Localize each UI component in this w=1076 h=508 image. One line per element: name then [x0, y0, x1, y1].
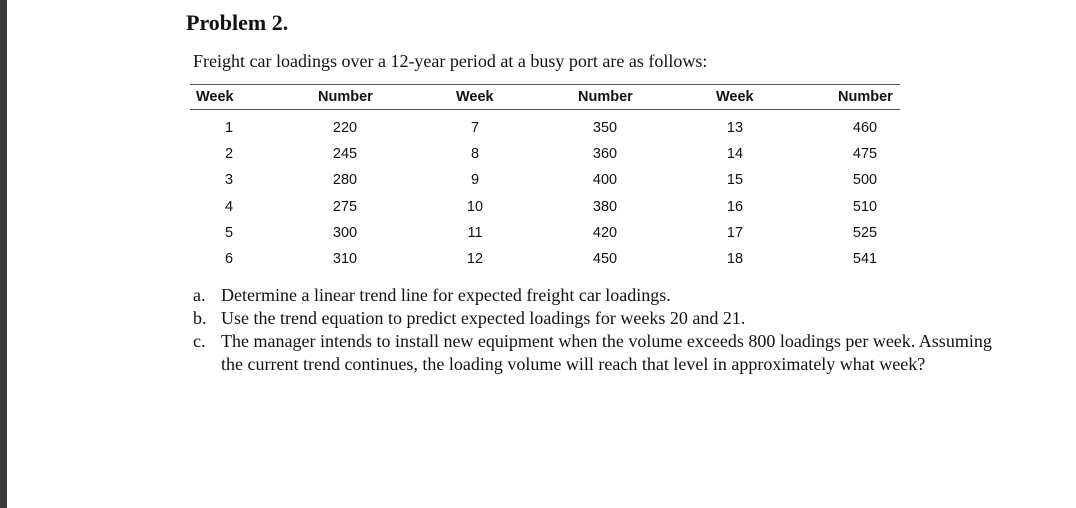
table-cell: 380	[592, 198, 618, 215]
table-cell: 16	[726, 198, 744, 215]
question-a-label: a.	[193, 285, 206, 305]
table-cell: 245	[332, 146, 358, 163]
header-week-1: Week	[196, 89, 234, 105]
table-cell: 11	[467, 224, 483, 241]
table-cell: 7	[470, 120, 480, 136]
question-a-text: Determine a linear trend line for expected freight car loadings.	[221, 285, 671, 305]
question-list	[193, 284, 993, 376]
header-week-3: Week	[716, 89, 754, 105]
table-cell: 6	[224, 251, 234, 267]
table-header-row	[190, 87, 900, 107]
table-cell: 8	[470, 146, 480, 163]
table-cell: 500	[852, 172, 878, 189]
left-edge-bar	[0, 0, 7, 508]
question-b-label: b.	[193, 308, 207, 328]
question-a	[193, 284, 993, 307]
table-cell: 3	[224, 172, 234, 189]
problem-title: Problem 2.	[186, 10, 289, 35]
table-cell: 280	[332, 172, 358, 189]
header-number-2: Number	[578, 89, 633, 105]
table-cell: 15	[726, 172, 744, 189]
question-c-label: c.	[193, 331, 206, 351]
table-cell: 14	[726, 146, 744, 163]
table-cell: 5	[224, 224, 234, 241]
table-cell: 4	[224, 198, 234, 215]
table-cell: 541	[852, 251, 878, 267]
table-cell: 1	[224, 120, 234, 136]
table-cell: 360	[592, 146, 618, 163]
table-cell: 17	[726, 224, 744, 241]
table-cell: 10	[466, 198, 484, 215]
table-row	[190, 197, 900, 217]
table-row	[190, 249, 900, 269]
question-b-text: Use the trend equation to predict expected loadings for weeks 20 and 21.	[221, 308, 746, 328]
table-top-rule	[190, 84, 900, 85]
table-cell: 475	[852, 146, 878, 163]
header-number-1: Number	[318, 89, 373, 105]
table-cell: 400	[592, 172, 618, 189]
header-week-2: Week	[456, 89, 494, 105]
question-b	[193, 307, 993, 330]
table-cell: 13	[726, 120, 744, 136]
table-cell: 2	[224, 146, 234, 163]
table-cell: 420	[592, 224, 618, 241]
table-cell: 450	[592, 251, 618, 267]
question-c-text: The manager intends to install new equipment when the volume exceeds 800 loadings per week. Assuming the current trend continues, the loading volume will reach that level in approximately what week?	[221, 331, 992, 374]
table-cell: 525	[852, 224, 878, 241]
header-number-3: Number	[838, 89, 893, 105]
table-row	[190, 223, 900, 243]
table-cell: 310	[332, 251, 358, 267]
table-cell: 18	[726, 251, 744, 267]
table-cell: 275	[332, 198, 358, 215]
table-cell: 460	[852, 120, 878, 136]
table-row	[190, 118, 900, 138]
table-header-rule	[190, 109, 900, 110]
table-cell: 300	[332, 224, 358, 241]
table-cell: 350	[592, 120, 618, 136]
table-cell: 220	[332, 120, 358, 136]
table-row	[190, 144, 900, 164]
table-row	[190, 170, 900, 190]
table-cell: 9	[470, 172, 480, 189]
table-cell: 510	[852, 198, 878, 215]
question-c	[193, 330, 993, 376]
table-cell: 12	[466, 251, 484, 267]
problem-intro: Freight car loadings over a 12-year period at a busy port are as follows:	[193, 51, 708, 71]
